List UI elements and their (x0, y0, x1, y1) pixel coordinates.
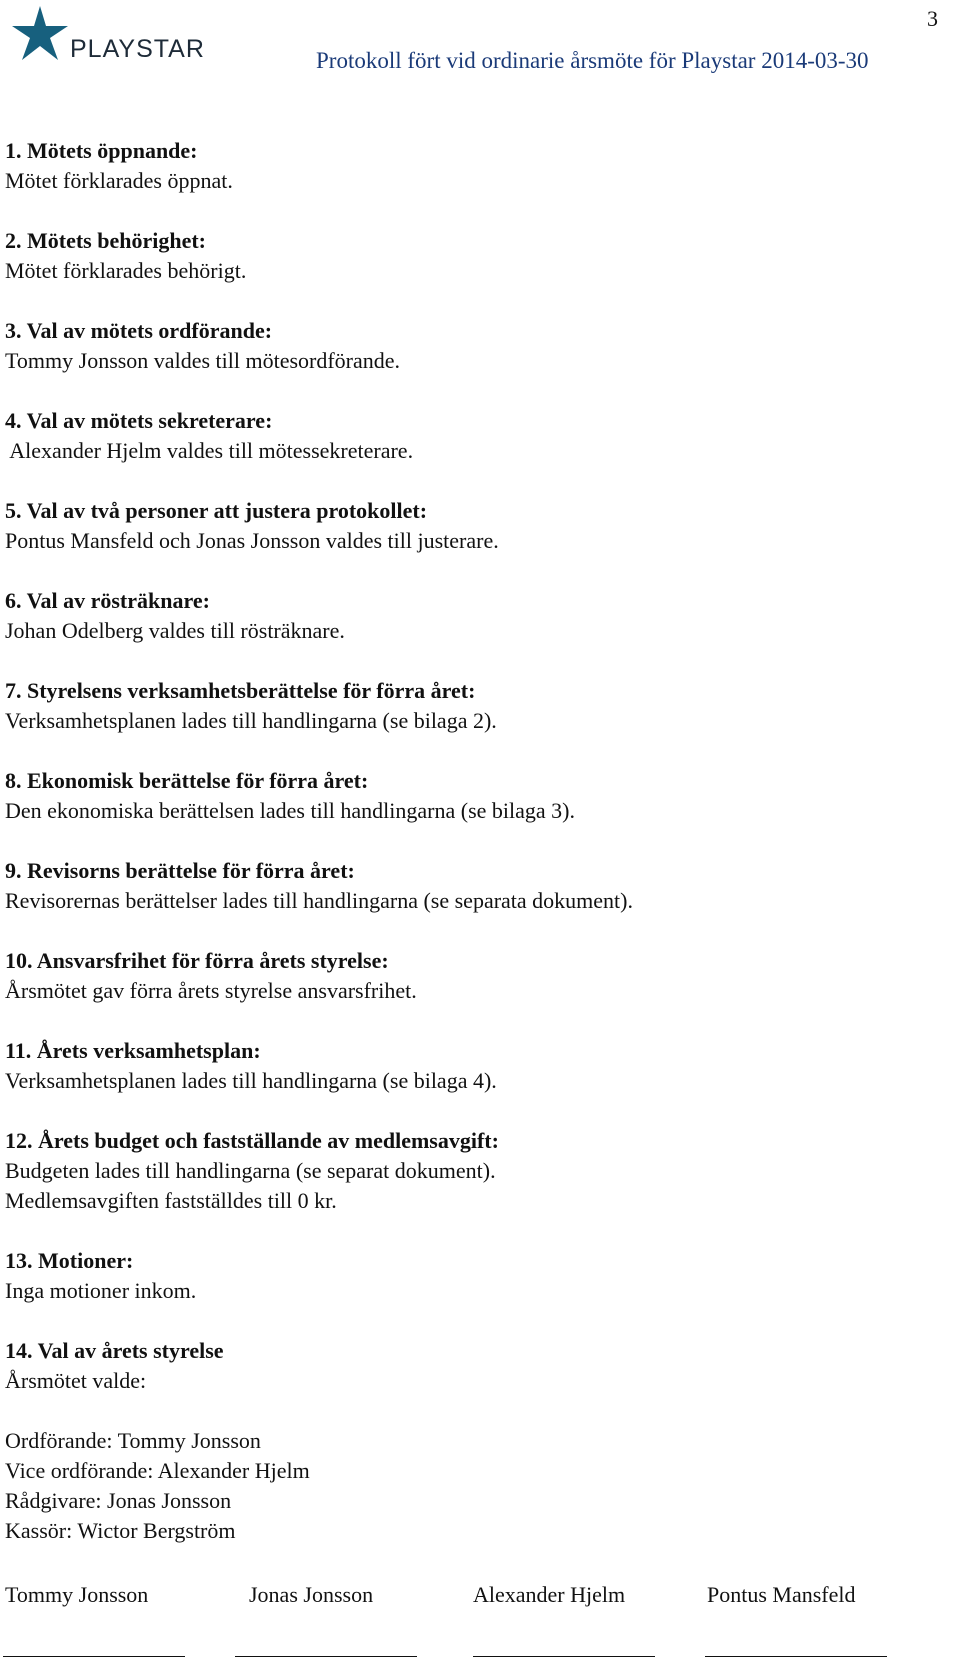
signature-name: Alexander Hjelm (473, 1582, 626, 1607)
brand-name: PLAYSTAR (70, 35, 205, 63)
section-body (5, 796, 935, 826)
section-text: Pontus Mansfeld och Jonas Jonsson valdes till justerare. (5, 528, 499, 553)
signature-name: Pontus Mansfeld (707, 1582, 856, 1607)
signature-line (235, 1656, 417, 1657)
signature-1 (5, 1582, 148, 1608)
section-body (5, 1066, 935, 1096)
section-text: Verksamhetsplanen lades till handlingarna (se bilaga 2). (5, 708, 497, 733)
section-text: Verksamhetsplanen lades till handlingarna (se bilaga 4). (5, 1068, 497, 1093)
signature-line (705, 1656, 887, 1657)
board-list (5, 1426, 935, 1546)
section-text: Årsmötet valde: (5, 1368, 147, 1393)
section-title: 5. Val av två personer att justera protokollet: (5, 498, 428, 523)
section-body (5, 1366, 935, 1396)
agenda-section (5, 946, 935, 1006)
section-title: 2. Mötets behörighet: (5, 228, 207, 253)
agenda-section (5, 406, 935, 466)
agenda-section (5, 226, 935, 286)
agenda-section (5, 316, 935, 376)
section-body (5, 706, 935, 736)
agenda-section (5, 1126, 935, 1216)
signature-name: Jonas Jonsson (249, 1582, 374, 1607)
board-member: Ordförande: Tommy Jonsson (5, 1428, 261, 1453)
section-title: 9. Revisorns berättelse för förra året: (5, 858, 355, 883)
section-body (5, 1156, 935, 1216)
agenda-section (5, 496, 935, 556)
minutes-content (5, 136, 935, 1546)
playstar-logo (4, 4, 205, 66)
section-body (5, 886, 935, 916)
board-member: Rådgivare: Jonas Jonsson (5, 1488, 232, 1513)
section-title: 14. Val av årets styrelse (5, 1338, 224, 1363)
agenda-section (5, 676, 935, 736)
section-text: Alexander Hjelm valdes till mötessekreterare. (5, 438, 414, 463)
section-title: 3. Val av mötets ordförande: (5, 318, 273, 343)
page-number: 3 (927, 6, 938, 31)
section-title: 6. Val av rösträknare: (5, 588, 210, 613)
signature-block (5, 1582, 945, 1652)
section-text: Revisorernas berättelser lades till handlingarna (se separata dokument). (5, 888, 633, 913)
section-body (5, 526, 935, 556)
section-title: 12. Årets budget och fastställande av medlemsavgift: (5, 1128, 499, 1153)
section-title: 1. Mötets öppnande: (5, 138, 198, 163)
signature-4 (707, 1582, 856, 1608)
star-icon (4, 4, 76, 66)
section-title: 11. Årets verksamhetsplan: (5, 1038, 261, 1063)
section-text: Tommy Jonsson valdes till mötesordförande. (5, 348, 401, 373)
section-title: 7. Styrelsens verksamhetsberättelse för förra året: (5, 678, 476, 703)
agenda-section (5, 856, 935, 916)
agenda-section (5, 1036, 935, 1096)
section-text: Den ekonomiska berättelsen lades till handlingarna (se bilaga 3). (5, 798, 575, 823)
section-title: 13. Motioner: (5, 1248, 134, 1273)
section-text: Medlemsavgiften fastställdes till 0 kr. (5, 1188, 337, 1213)
board-member: Kassör: Wictor Bergström (5, 1518, 236, 1543)
sections-list (5, 136, 935, 1396)
section-body (5, 256, 935, 286)
document-title: Protokoll fört vid ordinarie årsmöte för Playstar 2014-03-30 (316, 48, 869, 73)
section-body (5, 1276, 935, 1306)
section-text: Inga motioner inkom. (5, 1278, 197, 1303)
signature-3 (473, 1582, 625, 1608)
section-body (5, 616, 935, 646)
section-text: Budgeten lades till handlingarna (se separat dokument). (5, 1158, 496, 1183)
signature-2 (249, 1582, 373, 1608)
signature-name: Tommy Jonsson (5, 1582, 149, 1607)
section-body (5, 166, 935, 196)
section-text: Årsmötet gav förra årets styrelse ansvarsfrihet. (5, 978, 417, 1003)
section-title: 10. Ansvarsfrihet för förra årets styrelse: (5, 948, 389, 973)
agenda-section (5, 766, 935, 826)
section-body (5, 436, 935, 466)
section-title: 8. Ekonomisk berättelse för förra året: (5, 768, 369, 793)
agenda-section (5, 1336, 935, 1396)
section-title: 4. Val av mötets sekreterare: (5, 408, 273, 433)
agenda-section (5, 136, 935, 196)
signature-line (473, 1656, 655, 1657)
section-text: Johan Odelberg valdes till rösträknare. (5, 618, 345, 643)
signature-line (3, 1656, 185, 1657)
agenda-section (5, 586, 935, 646)
section-body (5, 976, 935, 1006)
section-text: Mötet förklarades öppnat. (5, 168, 233, 193)
section-body (5, 346, 935, 376)
agenda-section (5, 1246, 935, 1306)
section-text: Mötet förklarades behörigt. (5, 258, 247, 283)
board-member: Vice ordförande: Alexander Hjelm (5, 1458, 310, 1483)
